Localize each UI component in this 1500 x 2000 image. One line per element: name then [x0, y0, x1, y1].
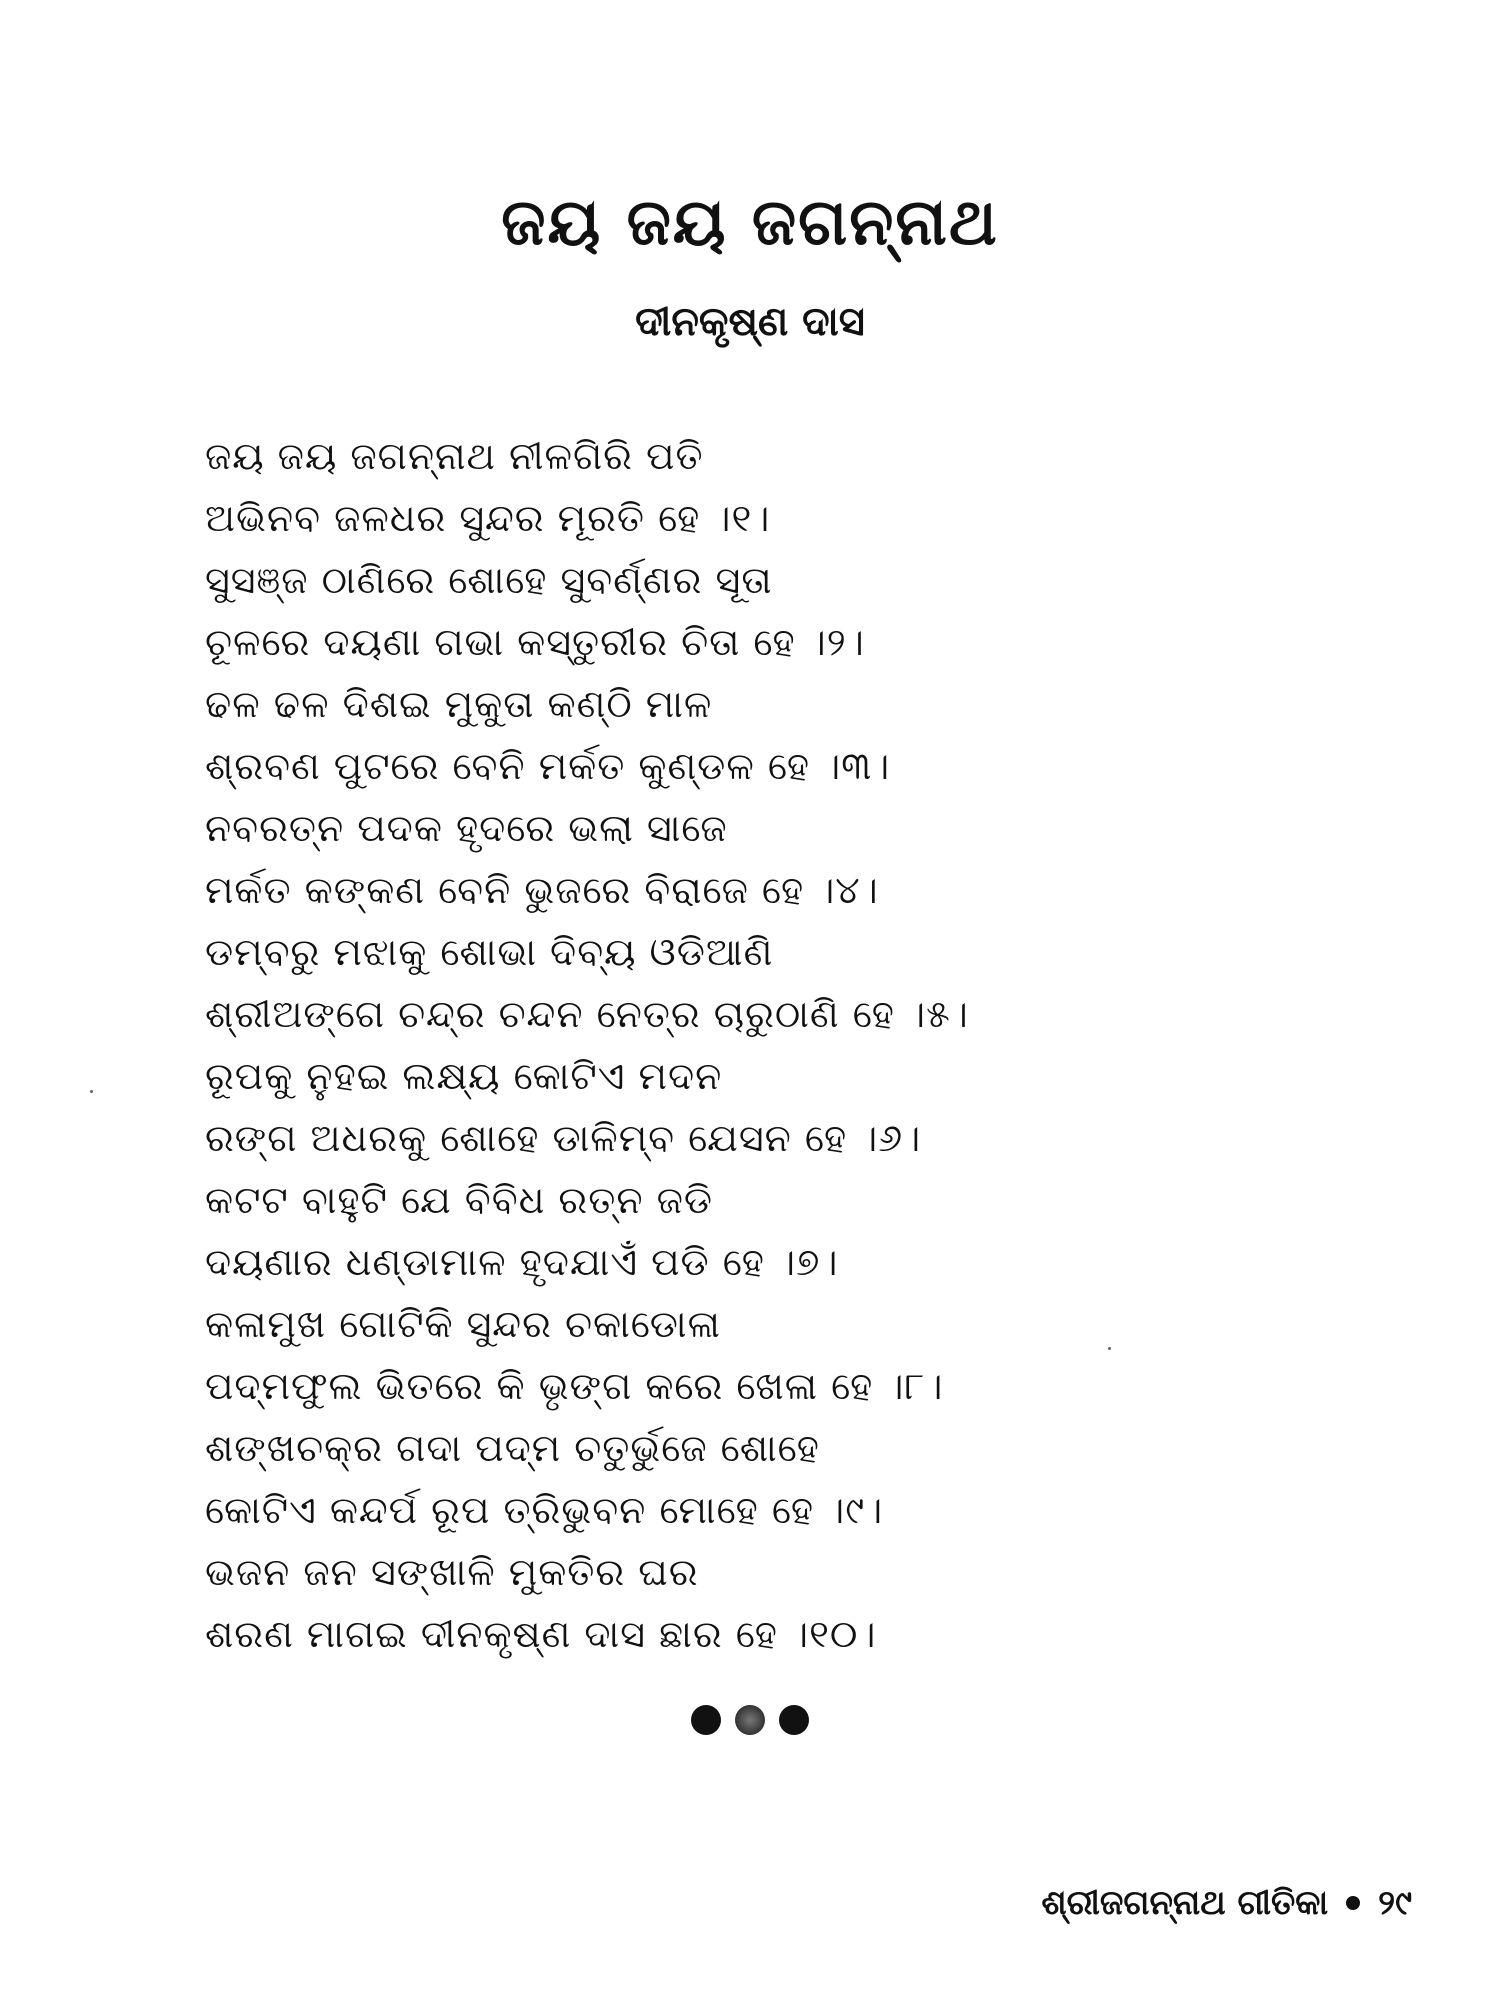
scan-speck [90, 1090, 93, 1093]
verse-line: ପଦ୍ମଫୁଲ ଭିତରେ କି ଭୃଙ୍ଗ କରେ ଖେଳା ହେ ।୮। [205, 1364, 944, 1408]
bullet-icon [1346, 1896, 1360, 1910]
book-title: ଶ୍ରୀଜଗନ୍ନାଥ ଗୀତିକା [1041, 1883, 1329, 1923]
verse-line: ଡମ୍ବରୁ ମଝାକୁ ଶୋଭା ଦିବ୍ୟ ଓଡିଆଣି [205, 930, 774, 974]
scan-speck [1108, 1347, 1111, 1350]
verse-line: ମର୍କତ କଙ୍କଣ ବେନି ଭୁଜରେ ବିରାଜେ ହେ ।୪। [205, 868, 879, 912]
divider-dot-icon [779, 1705, 809, 1735]
verse-line: କଳାମୁଖ ଗୋଟିକି ସୁନ୍ଦର ଚକାଡୋଳା [205, 1302, 721, 1346]
verse-line: ଢଳ ଢଳ ଦିଶଇ ମୁକୁତା କଣ୍ଠି ମାଳ [205, 682, 713, 726]
page-footer [1041, 1878, 1412, 1928]
section-divider [0, 1705, 1500, 1735]
verse-line: କୋଟିଏ କନ୍ଦର୍ପ ରୂପ ତ୍ରିଭୁବନ ମୋହେ ହେ ।୯। [205, 1488, 884, 1532]
verse-line: କଟଟ ବାହୁଟି ଯେ ବିବିଧ ରତ୍ନ ଜଡି [205, 1178, 714, 1222]
poem-body [205, 425, 1355, 1665]
verse-line: ଶରଣ ମାଗଇ ଦୀନକୃଷ୍ଣ ଦାସ ଛାର ହେ ।୧୦। [205, 1612, 877, 1656]
verse-line: ଶ୍ରୀଅଙ୍ଗେ ଚନ୍ଦ୍ର ଚନ୍ଦନ ନେତ୍ର ଚାରୁଠାଣି ହେ ।୫। [205, 992, 969, 1036]
verse-line: ରୂପକୁ ନୁହଇ ଲକ୍ଷ୍ୟ କୋଟିଏ ମଦନ [205, 1054, 723, 1098]
divider-dot-icon [691, 1705, 721, 1735]
verse-line: ଦୟଣାର ଧଣ୍ଡାମାଳ ହୃଦଯାଏଁ ପଡି ହେ ।୭। [205, 1240, 839, 1284]
author-name: ଦୀନକୃଷ୍ଣ ଦାସ [635, 299, 865, 345]
verse-line: ଚୂଳରେ ଦୟଣା ଗଭା କସ୍ତୁରୀର ଚିତା ହେ ।୨। [205, 620, 865, 664]
verse-line: ରଙ୍ଗ ଅଧରକୁ ଶୋହେ ଡାଳିମ୍ବ ଯେସନ ହେ ।୬। [205, 1116, 922, 1160]
verse-line: ଶଙ୍ଖଚକ୍ର ଗଦା ପଦ୍ମ ଚତୁର୍ଭୁଜେ ଶୋହେ [205, 1426, 820, 1470]
verse-line: ଶ୍ରବଣ ପୁଟରେ ବେନି ମର୍କତ କୁଣ୍ଡଳ ହେ ।୩। [205, 744, 891, 788]
verse-line: ଭଜନ ଜନ ସଙ୍ଖାଳି ମୁକତିର ଘର [205, 1550, 699, 1594]
page-title: ଜୟ ଜୟ ଜଗନ୍ନାଥ [501, 186, 999, 260]
divider-dot-icon [735, 1705, 765, 1735]
verse-line: ନବରତ୍ନ ପଦକ ହୃଦରେ ଭଲା ସାଜେ [205, 806, 728, 850]
page-number: ୨୯ [1378, 1883, 1412, 1923]
verse-line: ଜୟ ଜୟ ଜଗନ୍ନାଥ ନୀଳଗିରି ପତି [205, 434, 704, 478]
verse-line: ଅଭିନବ ଜଳଧର ସୁନ୍ଦର ମୂରତି ହେ ।୧। [205, 496, 771, 540]
verse-line: ସୁସଞ୍ଜ ଠାଣିରେ ଶୋହେ ସୁବର୍ଣ୍ଣର ସୂତା [205, 558, 773, 602]
